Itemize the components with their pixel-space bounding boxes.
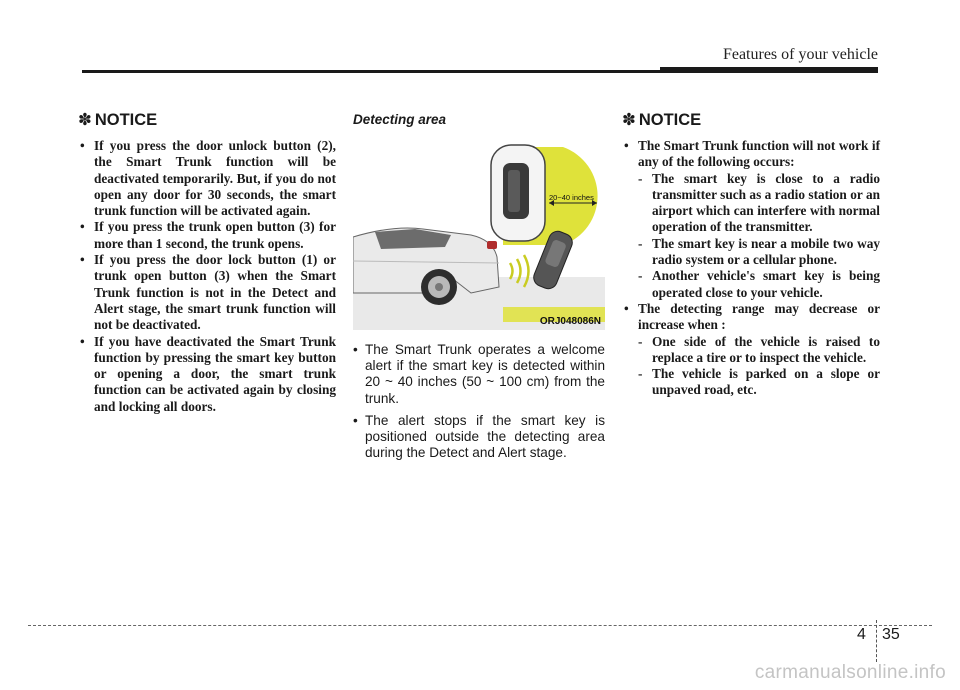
notice-item-text: The detecting range may decrease or increase when : — [638, 300, 880, 333]
notice-item — [624, 301, 880, 399]
figure-code: ORJ048086N — [539, 316, 601, 327]
chapter-number: 4 — [857, 626, 866, 643]
section-title: Detecting area — [353, 112, 447, 127]
notice-subitem: - One side of the vehicle is raised to replace a tire or to inspect the vehicle. — [638, 334, 880, 367]
notice-star-icon: ✽ — [78, 111, 92, 129]
notice-subitem: - Another vehicle's smart key is being operated close to your vehicle. — [638, 268, 880, 301]
footer-rule — [28, 625, 932, 626]
detecting-item: • The alert stops if the smart key is positioned outside the detecting area during the Detect and Alert stage. — [353, 413, 605, 462]
notice-subitem: - The vehicle is parked on a slope or unpaved road, etc. — [638, 366, 880, 399]
header-rule-accent — [660, 67, 878, 73]
left-notice — [78, 110, 336, 415]
detecting-area-section — [353, 110, 605, 467]
detecting-list — [353, 342, 605, 461]
page-separator — [876, 620, 877, 662]
notice-item: • If you press the door unlock button (2), the Smart Trunk function will be deactivated temporarily. But, if you do not open any door for 30 seconds, the smart trunk function will be activated again. — [80, 138, 336, 219]
header-title: Features of your vehicle — [722, 46, 878, 63]
notice-heading — [622, 110, 880, 130]
page-number: 35 — [882, 626, 900, 643]
notice-item: • If you press the trunk open button (3) for more than 1 second, the trunk opens. — [80, 219, 336, 252]
detecting-area-figure — [353, 137, 605, 330]
notice-title: NOTICE — [638, 111, 702, 129]
detecting-area-illustration — [353, 137, 605, 330]
watermark: carmanualsonline.info — [754, 662, 946, 683]
notice-item — [624, 138, 880, 301]
notice-heading — [78, 110, 336, 130]
notice-title: NOTICE — [94, 111, 158, 129]
range-label: 20~40 inches — [549, 193, 594, 202]
notice-item-text: The Smart Trunk function will not work if any of the following occurs: — [638, 138, 880, 170]
notice-item: • If you have deactivated the Smart Trunk function by pressing the smart key button or opening a door, the smart trunk function can be activated again by closing and locking all doors. — [80, 334, 336, 415]
notice-item: • If you press the door lock button (1) or trunk open button (3) when the Smart Trunk function is not in the Detect and Alert stage, the smart trunk function will not be deactivated. — [80, 252, 336, 333]
notice-sublist — [638, 334, 880, 399]
notice-subitem: - The smart key is close to a radio transmitter such as a radio station or an airport which can interfere with normal operation of the transmitter. — [638, 171, 880, 236]
detecting-item: • The Smart Trunk operates a welcome alert if the smart key is detected within 20 ~ 40 inches (50 ~ 100 cm) from the trunk. — [353, 342, 605, 407]
notice-list — [622, 138, 880, 399]
notice-sublist — [638, 171, 880, 301]
notice-star-icon: ✽ — [622, 111, 636, 129]
right-notice — [622, 110, 880, 399]
notice-subitem: - The smart key is near a mobile two way radio system or a cellular phone. — [638, 236, 880, 269]
notice-list — [78, 138, 336, 415]
